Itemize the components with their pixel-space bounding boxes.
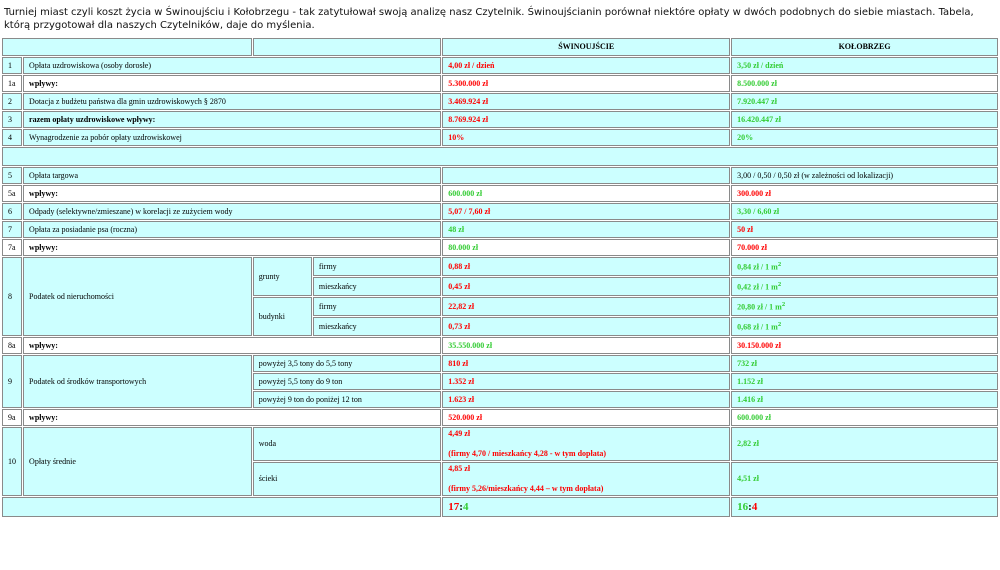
score-right: 4 <box>462 501 469 513</box>
spacer-cell <box>2 147 998 166</box>
value-swinoujscie: 0,45 zł <box>442 277 730 296</box>
value-text: 4,85 zł <box>448 464 471 473</box>
value-kolobrzeg: 16.420.447 zł <box>731 111 998 128</box>
sub-label-firmy: firmy <box>313 297 441 316</box>
value-note: (firmy 5,26/mieszkańcy 4,44 – w tym dopłata) <box>448 484 604 493</box>
row-label: Wynagrodzenie za pobór opłaty uzdrowiskowej <box>23 129 441 146</box>
superscript: 2 <box>777 281 782 289</box>
value-kolobrzeg: 2,82 zł <box>731 427 998 461</box>
value-kolobrzeg <box>731 257 998 276</box>
row-number: 6 <box>2 203 22 220</box>
row-number: 1 <box>2 57 22 74</box>
table-row <box>2 355 998 372</box>
value-kolobrzeg <box>731 297 998 316</box>
spacer-row <box>2 147 998 166</box>
value-swinoujscie: 22,82 zł <box>442 297 730 316</box>
value-swinoujscie: 1.623 zł <box>442 391 730 408</box>
sub-label-mieszkancy: mieszkańcy <box>313 317 441 336</box>
score-empty <box>2 497 441 517</box>
row-label: Podatek od nieruchomości <box>23 257 252 336</box>
row-number: 8 <box>2 257 22 336</box>
value-kolobrzeg: 600.000 zł <box>731 409 998 426</box>
value-kolobrzeg <box>731 277 998 296</box>
row-label: wpływy: <box>23 409 441 426</box>
value-swinoujscie: 1.352 zł <box>442 373 730 390</box>
row-number: 5 <box>2 167 22 184</box>
value-kolobrzeg: 1.416 zł <box>731 391 998 408</box>
row-label: wpływy: <box>23 239 441 256</box>
value-kolobrzeg <box>731 317 998 336</box>
row-label: Opłata targowa <box>23 167 441 184</box>
table-row <box>2 93 998 110</box>
value-swinoujscie: 10% <box>442 129 730 146</box>
row-number: 9 <box>2 355 22 408</box>
score-kolobrzeg <box>731 497 998 517</box>
table-row <box>2 221 998 238</box>
value-swinoujscie: 5,07 / 7,60 zł <box>442 203 730 220</box>
value-kolobrzeg: 70.000 zł <box>731 239 998 256</box>
score-separator: : <box>459 501 463 513</box>
superscript: 2 <box>777 321 782 329</box>
table-row <box>2 409 998 426</box>
row-number: 7 <box>2 221 22 238</box>
sub-label-tonnage: powyżej 9 ton do poniżej 12 ton <box>253 391 442 408</box>
value-swinoujscie: 48 zł <box>442 221 730 238</box>
value-swinoujscie <box>442 167 730 184</box>
score-left: 17 <box>448 501 460 513</box>
table-row <box>2 185 998 202</box>
value-kolobrzeg: 30.150.000 zł <box>731 337 998 354</box>
sub-label-mieszkancy: mieszkańcy <box>313 277 441 296</box>
value-text: 0,84 zł / 1 m <box>737 262 778 272</box>
table-row <box>2 337 998 354</box>
value-kolobrzeg: 300.000 zł <box>731 185 998 202</box>
value-swinoujscie: 600.000 zł <box>442 185 730 202</box>
comparison-table <box>1 37 999 518</box>
value-swinoujscie <box>442 462 730 496</box>
table-row <box>2 239 998 256</box>
sub-label-grunty: grunty <box>253 257 312 296</box>
value-kolobrzeg: 4,51 zł <box>731 462 998 496</box>
superscript: 2 <box>777 261 782 269</box>
value-kolobrzeg: 8.500.000 zł <box>731 75 998 92</box>
row-label: Opłata uzdrowiskowa (osoby dorosłe) <box>23 57 441 74</box>
header-kolobrzeg: KOŁOBRZEG <box>731 38 998 56</box>
table-row <box>2 203 998 220</box>
value-swinoujscie: 520.000 zł <box>442 409 730 426</box>
value-text: 0,68 zł / 1 m <box>737 322 778 332</box>
sub-label-firmy: firmy <box>313 257 441 276</box>
score-row <box>2 497 998 517</box>
header-empty-no <box>2 38 252 56</box>
row-label: Opłata za posiadanie psa (roczna) <box>23 221 441 238</box>
header-empty-label <box>253 38 442 56</box>
value-swinoujscie: 3.469.924 zł <box>442 93 730 110</box>
row-label: Podatek od środków transportowych <box>23 355 252 408</box>
row-number: 8a <box>2 337 22 354</box>
value-kolobrzeg: 50 zł <box>731 221 998 238</box>
value-swinoujscie: 35.550.000 zł <box>442 337 730 354</box>
table-row <box>2 167 998 184</box>
header-swinoujscie: ŚWINOUJŚCIE <box>442 38 730 56</box>
value-swinoujscie <box>442 427 730 461</box>
row-number: 4 <box>2 129 22 146</box>
table-row <box>2 257 998 276</box>
table-row <box>2 427 998 461</box>
value-swinoujscie: 0,73 zł <box>442 317 730 336</box>
header-row <box>2 38 998 56</box>
value-swinoujscie: 4,00 zł / dzień <box>442 57 730 74</box>
value-swinoujscie: 5.300.000 zł <box>442 75 730 92</box>
sub-label-scieki: ścieki <box>253 462 442 496</box>
value-kolobrzeg: 3,00 / 0,50 / 0,50 zł (w zależności od lokalizacji) <box>731 167 998 184</box>
value-text: 20,80 zł / 1 m <box>737 302 782 312</box>
value-kolobrzeg: 732 zł <box>731 355 998 372</box>
row-label: wpływy: <box>23 75 441 92</box>
value-kolobrzeg: 3,50 zł / dzień <box>731 57 998 74</box>
value-swinoujscie: 810 zł <box>442 355 730 372</box>
score-separator: : <box>748 501 752 513</box>
value-kolobrzeg: 7.920.447 zł <box>731 93 998 110</box>
row-label: wpływy: <box>23 185 441 202</box>
row-number: 5a <box>2 185 22 202</box>
value-note: (firmy 4,70 / mieszkańcy 4,28 - w tym dopłata) <box>448 449 607 458</box>
row-number: 3 <box>2 111 22 128</box>
score-right: 4 <box>751 501 758 513</box>
table-row <box>2 57 998 74</box>
value-swinoujscie: 8.769.924 zł <box>442 111 730 128</box>
sub-label-tonnage: powyżej 5,5 tony do 9 ton <box>253 373 442 390</box>
row-number: 9a <box>2 409 22 426</box>
row-number: 10 <box>2 427 22 496</box>
value-swinoujscie: 80.000 zł <box>442 239 730 256</box>
value-kolobrzeg: 3,30 / 6,60 zł <box>731 203 998 220</box>
row-label: Dotacja z budżetu państwa dla gmin uzdrowiskowych § 2870 <box>23 93 441 110</box>
sub-label-tonnage: powyżej 3,5 tony do 5,5 tony <box>253 355 442 372</box>
row-label: wpływy: <box>23 337 441 354</box>
intro-text: Turniej miast czyli koszt życia w Świnoujściu i Kołobrzegu - tak zatytułował swoją analizę nasz Czytelnik. Świnoujścianin porównał niektóre opłaty w dwóch podobnych do siebie miastach. Tabela, którą przygotował dla naszych Czytelników, daje do myślenia. <box>4 7 974 31</box>
row-label: Opłaty średnie <box>23 427 252 496</box>
row-number: 1a <box>2 75 22 92</box>
score-swinoujscie <box>442 497 730 517</box>
superscript: 2 <box>781 301 786 309</box>
table-row <box>2 111 998 128</box>
value-kolobrzeg: 1.152 zł <box>731 373 998 390</box>
row-number: 2 <box>2 93 22 110</box>
value-text: 4,49 zł <box>448 429 471 438</box>
score-left: 16 <box>737 501 749 513</box>
row-label: razem opłaty uzdrowiskowe wpływy: <box>23 111 441 128</box>
row-label: Odpady (selektywne/zmieszane) w korelacji ze zużyciem wody <box>23 203 441 220</box>
table-row <box>2 129 998 146</box>
sub-label-budynki: budynki <box>253 297 312 336</box>
sub-label-woda: woda <box>253 427 442 461</box>
value-kolobrzeg: 20% <box>731 129 998 146</box>
value-text: 0,42 zł / 1 m <box>737 282 778 292</box>
row-number: 7a <box>2 239 22 256</box>
table-row <box>2 75 998 92</box>
value-swinoujscie: 0,88 zł <box>442 257 730 276</box>
